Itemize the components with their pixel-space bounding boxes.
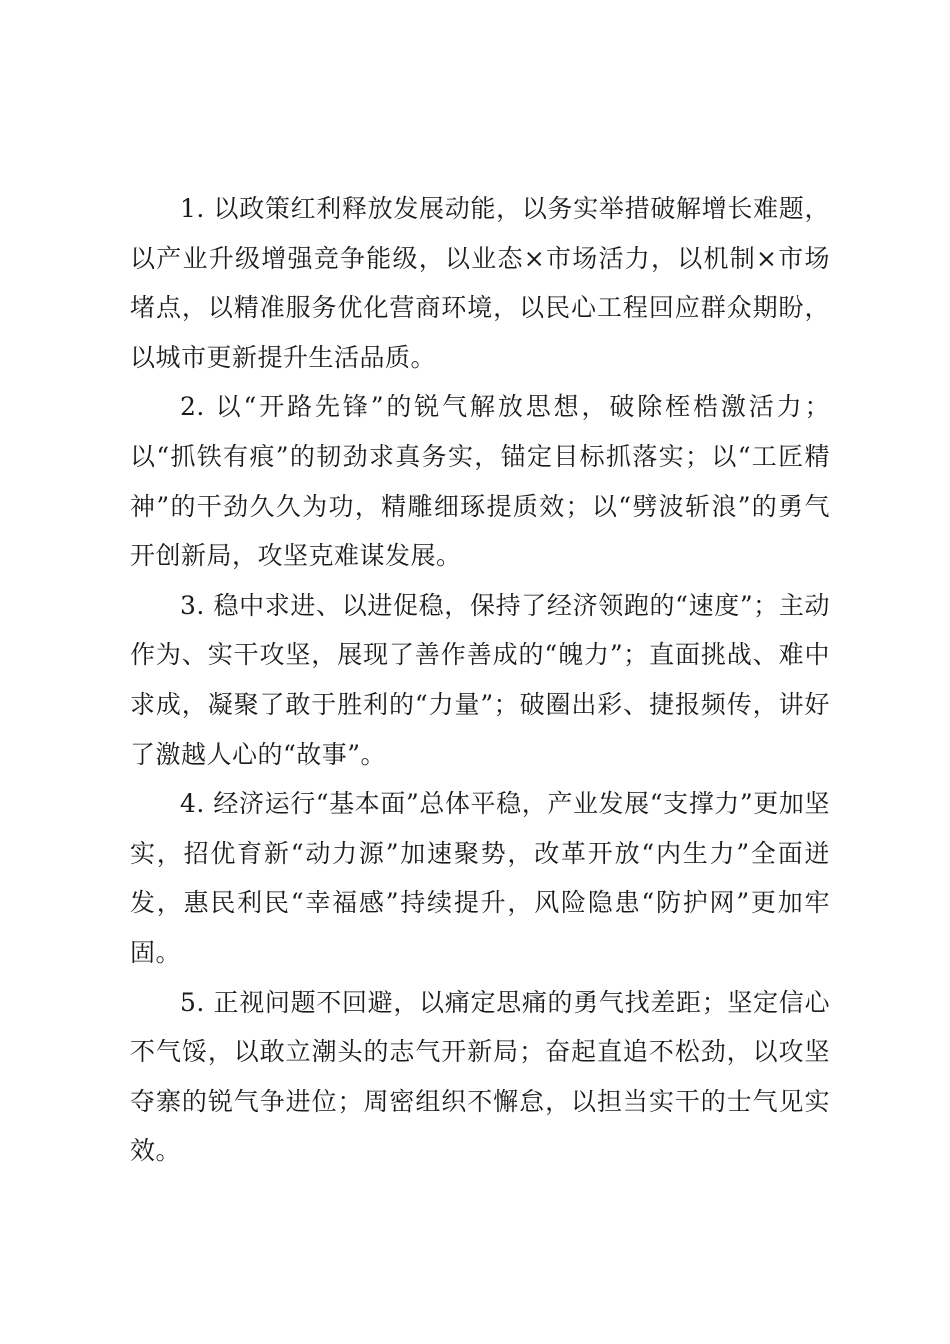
document-body — [130, 184, 830, 1176]
paragraph-1: 1. 以政策红利释放发展动能，以务实举措破解增长难题，以产业升级增强竞争能级，以业态×市场活力，以机制×市场堵点，以精准服务优化营商环境，以民心工程回应群众期盼，以城市更新提升生活品质。 — [130, 194, 830, 372]
paragraph-3: 3. 稳中求进、以进促稳，保持了经济领跑的“速度”；主动作为、实干攻坚，展现了善作善成的“魄力”；直面挑战、难中求成，凝聚了敢于胜利的“力量”；破圈出彩、捷报频传，讲好了激越人心的“故事”。 — [130, 590, 830, 769]
paragraph-2: 2. 以“开路先锋”的锐气解放思想，破除桎梏激活力；以“抓铁有痕”的韧劲求真务实，锚定目标抓落实；以“工匠精神”的干劲久久为功，精雕细琢提质效；以“劈波斩浪”的勇气开创新局，攻坚克难谋发展。 — [130, 392, 830, 571]
paragraph-4: 4. 经济运行“基本面”总体平稳，产业发展“支撑力”更加坚实，招优育新“动力源”加速聚势，改革开放“内生力”全面迸发，惠民利民“幸福感”持续提升，风险隐患“防护网”更加牢固。 — [130, 789, 830, 967]
paragraph-5: 5. 正视问题不回避，以痛定思痛的勇气找差距；坚定信心不气馁，以敢立潮头的志气开新局；奋起直追不松劲，以攻坚夺寨的锐气争进位；周密组织不懈怠，以担当实干的士气见实效。 — [130, 987, 830, 1166]
